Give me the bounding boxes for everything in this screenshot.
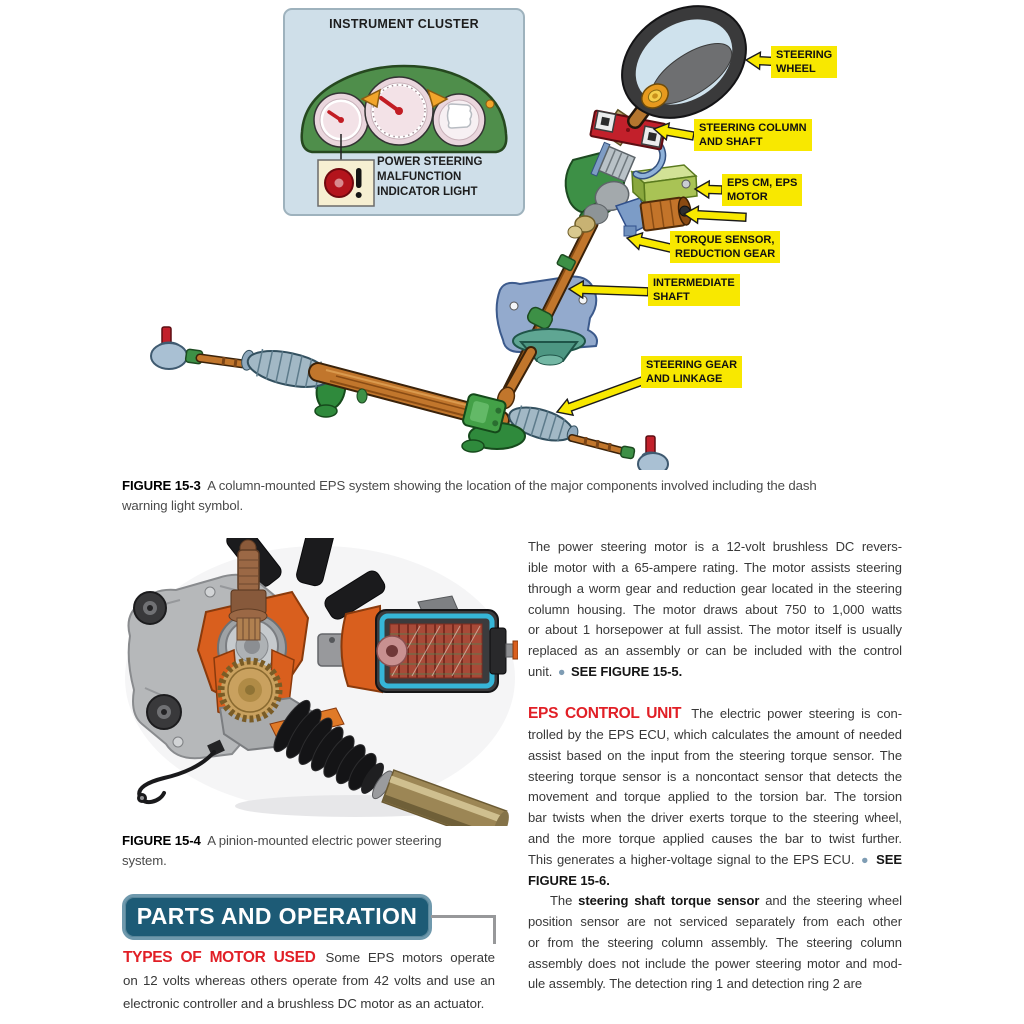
caption-line	[122, 476, 924, 496]
text-span: unit.	[528, 664, 553, 680]
power-steering-warning-light-icon	[318, 160, 374, 206]
callout-steering-wheel	[771, 46, 837, 78]
warning-light-label	[377, 155, 482, 200]
text-line: or about 1 horsepower at full assist. The motor itself is usually	[528, 622, 902, 638]
text-span: Some EPS motors operate	[325, 950, 495, 965]
text-line: on 12 volts whereas others operate from 42 volts and use an	[123, 972, 495, 988]
warning-label-line: MALFUNCTION	[377, 171, 462, 183]
subheading-types-of-motor: TYPES OF MOTOR USED	[123, 949, 316, 966]
text-line: trolled by the EPS ECU, which calculates the amount of needed	[528, 726, 902, 742]
text-line: assist based on the input from the steering torque sensor. The	[528, 747, 902, 763]
callout-line: STEERING COLUMN	[699, 122, 807, 134]
text-line: steering torque sensor is a noncontact sensor that detects the	[528, 768, 902, 784]
callout-line: AND LINKAGE	[646, 372, 723, 385]
figure-label: FIGURE 15-4	[122, 833, 201, 848]
see-figure-reference: FIGURE 15-6.	[528, 872, 610, 888]
text-span: The	[550, 893, 573, 908]
banner-connector-line	[431, 915, 496, 944]
callout-eps-motor	[722, 174, 802, 206]
warning-label-line: INDICATOR LIGHT	[377, 186, 478, 198]
callout-line: MOTOR	[727, 190, 768, 203]
callout-steering-column	[694, 119, 812, 151]
steering-column-art	[566, 101, 697, 238]
caption-text: A column-mounted EPS system showing the location of the major components involved including the dash	[207, 478, 817, 493]
paragraph-torque-sensor-service	[528, 891, 902, 995]
text-line: and the more torque applied causes the bar to twist further.	[528, 831, 902, 847]
text-line: ule assembly. The detection ring 1 and detection ring 2 are	[528, 976, 863, 992]
instrument-cluster-title: INSTRUMENT CLUSTER	[329, 17, 479, 31]
callout-intermediate-shaft	[648, 274, 740, 306]
callout-line: AND SHAFT	[699, 135, 763, 148]
text-line	[528, 891, 902, 912]
text-line: or from the steering column assembly. The steering column	[528, 934, 902, 950]
callout-line: SHAFT	[653, 290, 690, 303]
subheading-eps-control-unit: EPS CONTROL UNIT	[528, 705, 682, 722]
callout-line: WHEEL	[776, 62, 816, 75]
text-line: assembly does not include the power steering motor and mod-	[528, 955, 902, 971]
caption-text: A pinion-mounted electric power steering	[207, 833, 442, 848]
text-span: and the steering wheel	[765, 893, 902, 908]
caption-line: warning light symbol.	[122, 498, 244, 513]
see-figure-reference: SEE	[876, 851, 902, 867]
callout-line: TORQUE SENSOR,	[675, 234, 775, 246]
text-line: replaced as an assembly or can be included with the control	[528, 643, 902, 659]
callout-line: STEERING	[776, 49, 833, 61]
text-line: through a worm gear and reduction gear located in the steering	[528, 580, 902, 596]
figure-label: FIGURE 15-3	[122, 478, 201, 493]
callout-torque-sensor	[670, 231, 780, 263]
callout-line: STEERING GEAR	[646, 359, 738, 371]
text-line	[123, 947, 495, 970]
paragraph-eps-control-unit	[528, 704, 902, 892]
text-line: bar twists when the driver exerts torque to the steering wheel,	[528, 810, 902, 826]
bold-term: steering shaft torque sensor	[578, 893, 760, 908]
text-line: movement and torque applied to the torsion bar. The torsion	[528, 789, 902, 805]
text-line	[528, 850, 902, 871]
caption-line: system.	[122, 853, 167, 868]
see-figure-reference: SEE FIGURE 15-5.	[570, 664, 683, 680]
callout-line: EPS CM, EPS	[727, 177, 798, 189]
warning-label-line: POWER STEERING	[377, 156, 483, 168]
callout-line: INTERMEDIATE	[653, 277, 735, 289]
text-line: electronic controller and a brushless DC motor as an actuator.	[123, 995, 485, 1011]
figure-15-3-caption	[122, 476, 924, 516]
callout-steering-gear	[641, 356, 742, 388]
text-line: ible motor with a 65-ampere rating. The motor assists steering	[528, 559, 902, 575]
bullet-icon: ●	[557, 665, 566, 680]
section-banner-parts-and-operation: PARTS AND OPERATION	[122, 894, 432, 940]
figure-15-3-illustration	[0, 0, 1024, 470]
text-span: This generates a higher-voltage signal to the EPS ECU.	[528, 851, 855, 867]
text-line	[528, 704, 902, 725]
paragraph-power-steering-motor	[528, 537, 902, 683]
caption-line	[122, 831, 512, 851]
text-line: The power steering motor is a 12-volt brushless DC revers-	[528, 539, 902, 554]
callout-line: REDUCTION GEAR	[675, 247, 776, 260]
text-span: The electric power steering is con-	[691, 706, 902, 721]
figure-15-4-caption	[122, 831, 512, 871]
figure-15-4-photo	[120, 538, 518, 826]
text-line: column housing. The motor draws about 750 to 1,000 watts	[528, 601, 902, 617]
bullet-icon: ●	[860, 852, 870, 867]
paragraph-types-of-motor	[123, 947, 495, 1016]
text-line	[528, 662, 902, 683]
text-line: position sensor are not serviced separately from each other	[528, 913, 902, 929]
